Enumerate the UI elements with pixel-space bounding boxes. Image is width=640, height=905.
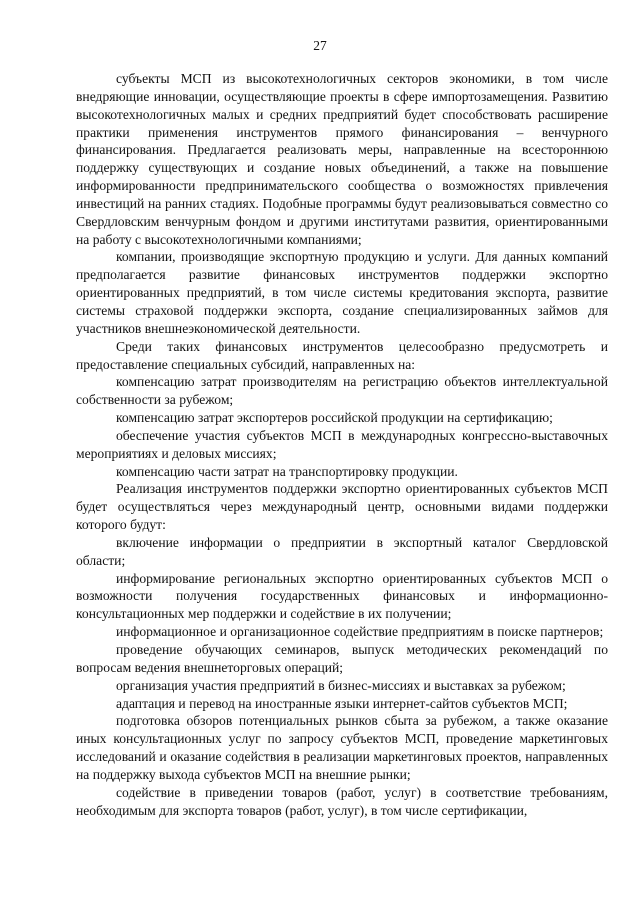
list-item-informing: информирование региональных экспортно ориентированных субъектов МСП о возможности получения государственных финансовых и информационно-консультационных мер поддержки и содействие в их получении; [76, 570, 608, 622]
paragraph-international-center: Реализация инструментов поддержки экспортно ориентированных субъектов МСП будет осуществляться через международный центр, основными видами поддержки которого будут: [76, 481, 608, 533]
list-item-market-reviews: подготовка обзоров потенциальных рынков сбыта за рубежом, а также оказание иных консультационных услуг по запросу субъектов МСП, проведение маркетинговых исследований и оказание содействия в реализации маркетинговых проектов, направленных на поддержку выхода субъектов МСП на внешние рынки; [76, 713, 608, 782]
list-item-partner-search: информационное и организационное содействие предприятиям в поиске партнеров; [116, 624, 604, 640]
list-item-certification-costs: компенсацию затрат экспортеров российской продукции на сертификацию; [116, 410, 553, 426]
paragraph-high-tech-smes: субъекты МСП из высокотехнологичных секторов экономики, в том числе внедряющие инновации, осуществляющие проекты в сфере импортозамещения. Развитию высокотехнологичных малых и средних предприятий будет способствовать расширение практики применения инструментов прямого финансирования – венчурного финансирования. Предлагается реализовать меры, направленные на всестороннюю поддержку существующих и создание новых объединений, а также на повышение информированности предпринимательского сообщества о возможностях привлечения инвестиций на ранних стадиях. Подобные программы будут реализовываться совместно со Свердловским венчурным фондом и другими институтами развития, ориентированными на работу с высокотехнологичными компаниями; [76, 71, 608, 247]
list-item-exhibitions: обеспечение участия субъектов МСП в международных конгрессно-выставочных мероприятиях и деловых миссиях; [76, 427, 608, 461]
list-item-seminars: проведение обучающих семинаров, выпуск методических рекомендаций по вопросам ведения внешнеторговых операций; [76, 642, 608, 675]
paragraph-export-companies: компании, производящие экспортную продукцию и услуги. Для данных компаний предполагается развитие финансовых инструментов поддержки экспортно ориентированных предприятий, в том числе системы кредитования экспорта, развитие системы страховой поддержки экспорта, создание специализированных займов для участников внешнеэкономической деятельности. [76, 249, 608, 336]
list-item-ip-registration: компенсацию затрат производителям на регистрацию объектов интеллектуальной собственности за рубежом; [76, 374, 608, 408]
list-item-business-missions: организация участия предприятий в бизнес-миссиях и выставках за рубежом; [116, 677, 566, 693]
list-item-transport-costs: компенсацию части затрат на транспортировку продукции. [116, 463, 458, 479]
document-body [76, 70, 608, 819]
paragraph-special-subsidies: Среди таких финансовых инструментов целесообразно предусмотреть и предоставление специальных субсидий, направленных на: [76, 338, 608, 372]
list-item-website-translation: адаптация и перевод на иностранные языки интернет-сайтов субъектов МСП; [116, 695, 568, 711]
page-number: 27 [313, 38, 327, 53]
list-item-export-catalog: включение информации о предприятии в экспортный каталог Свердловской области; [76, 534, 608, 568]
list-item-product-compliance: содействие в приведении товаров (работ, услуг) в соответствие требованиям, необходимым для экспорта товаров (работ, услуг), в том числе сертификации, [76, 784, 608, 818]
